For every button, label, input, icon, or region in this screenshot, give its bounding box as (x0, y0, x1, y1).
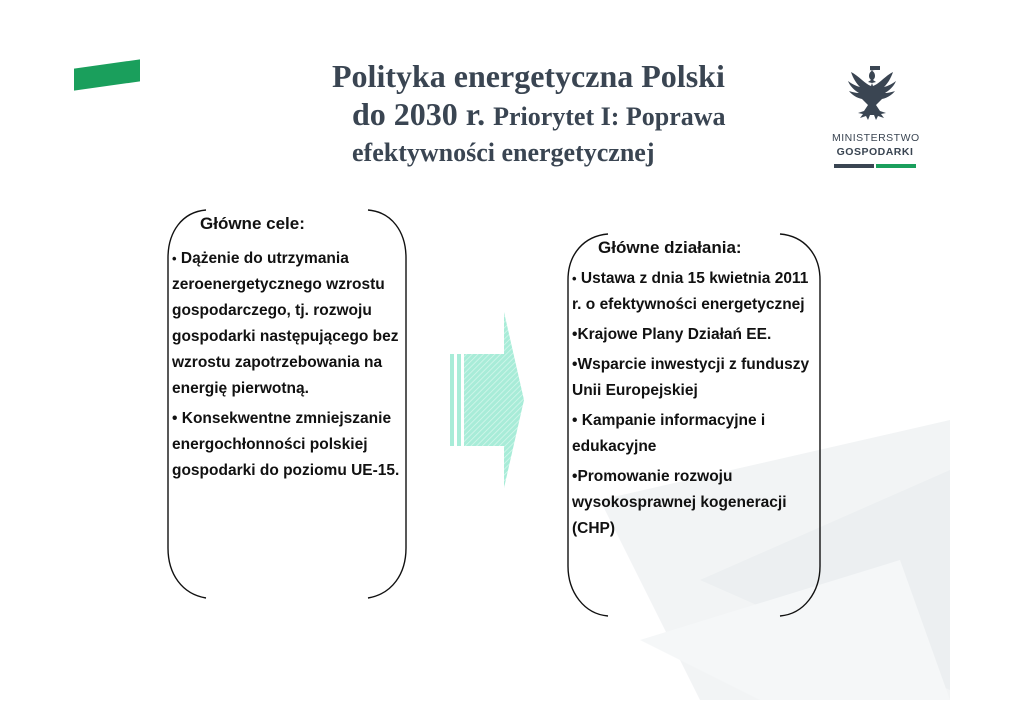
bullet-icon: • (172, 410, 178, 427)
ministry-logo (832, 66, 918, 176)
title-year: do 2030 r. (352, 96, 486, 132)
bullet-icon: • (572, 326, 578, 343)
logo-text-ministerstwo: MINISTERSTWO (832, 132, 920, 144)
action-text: Promowanie rozwoju wysokosprawnej kogeneracji (CHP) (572, 468, 787, 537)
actions-panel (564, 232, 824, 618)
goals-panel (164, 208, 410, 600)
action-text: Kampanie informacyjne i edukacyjne (572, 412, 766, 455)
eagle-emblem-icon (832, 66, 918, 132)
bullet-icon: • (572, 412, 578, 429)
slide-title (332, 58, 792, 169)
title-line-2 (332, 94, 792, 137)
bullet-icon: • (572, 468, 578, 485)
actions-list (572, 266, 816, 546)
arrow-right-icon (448, 310, 528, 490)
title-line-1: Polityka energetyczna Polski (332, 58, 725, 94)
logo-bar-gray (834, 164, 874, 168)
goals-heading: Główne cele: (200, 214, 305, 233)
list-item (572, 266, 816, 318)
list-item (572, 464, 816, 542)
list-item (172, 406, 422, 484)
list-item (572, 322, 816, 348)
bullet-icon: • (172, 251, 177, 266)
bullet-icon: • (572, 271, 577, 286)
action-text: Ustawa z dnia 15 kwietnia 2011 r. o efektywności energetycznej (572, 270, 809, 313)
goal-text: Dążenie do utrzymania zeroenergetycznego wzrostu gospodarczego, tj. rozwoju gospodarki następującego bez wzrostu zapotrzebowania na energię pierwotną. (172, 250, 399, 397)
list-item (172, 246, 422, 402)
list-item (572, 408, 816, 460)
action-text: Krajowe Plany Działań EE. (577, 326, 772, 343)
goals-list (172, 246, 422, 488)
logo-text-gospodarki: GOSPODARKI (836, 146, 914, 158)
action-text: Wsparcie inwestycji z funduszy Unii Europejskiej (572, 356, 810, 399)
bullet-icon: • (572, 356, 578, 373)
list-item (572, 352, 816, 404)
actions-heading: Główne działania: (598, 238, 742, 257)
title-priority: Priorytet I: Poprawa (493, 102, 726, 131)
title-line-3: efektywności energetycznej (352, 138, 655, 167)
logo-bar-green (876, 164, 916, 168)
goal-text: Konsekwentne zmniejszanie energochłonności polskiej gospodarki do poziomu UE-15. (172, 410, 400, 479)
